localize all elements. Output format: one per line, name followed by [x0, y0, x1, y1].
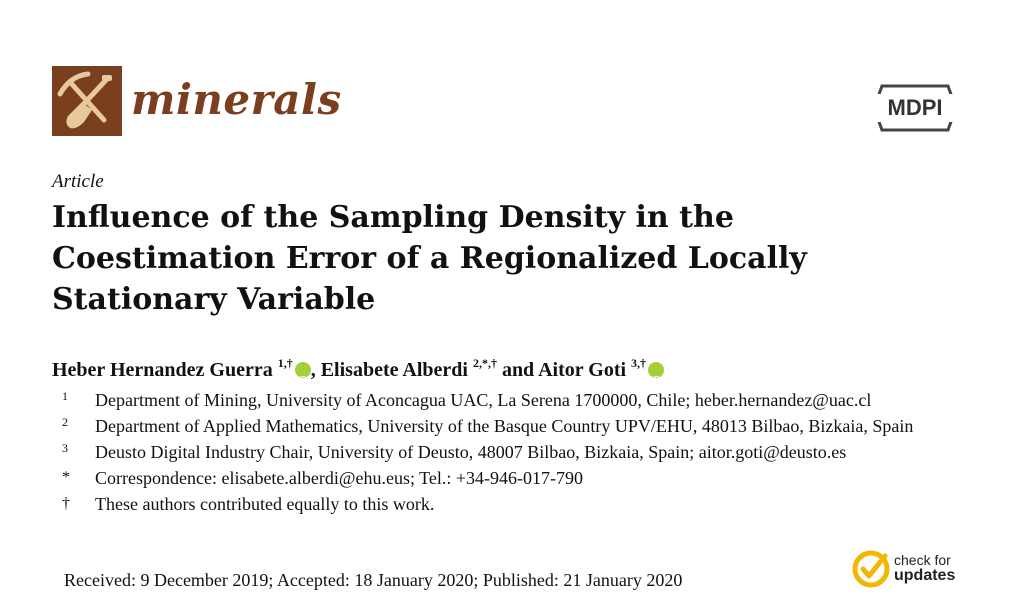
orcid-icon[interactable] — [295, 362, 311, 384]
affiliation-item — [52, 388, 972, 412]
checkmark-badge-icon — [852, 550, 890, 588]
orcid-label: iD — [652, 375, 661, 384]
journal-name: minerals — [131, 75, 342, 124]
article-type: Article — [52, 171, 104, 192]
affiliation-marker: † — [62, 495, 70, 512]
author-affiliation-marker: 1,† — [277, 356, 293, 370]
affiliation-text: Deusto Digital Industry Chair, University of Deusto, 48007 Bilbao, Bizkaia, Spain; aitor.goti@deusto.es — [95, 442, 847, 462]
affiliation-marker: 3 — [62, 441, 68, 455]
affiliation-list — [52, 388, 972, 518]
affiliation-item — [52, 440, 972, 464]
author-name[interactable]: Elisabete Alberdi — [320, 359, 468, 381]
affiliation-text: Department of Mining, University of Aconcagua UAC, La Serena 1700000, Chile; heber.hernandez@uac.cl — [95, 390, 872, 410]
orcid-label: iD — [298, 375, 307, 384]
mdpi-logo — [870, 80, 960, 136]
affiliation-item — [52, 492, 972, 516]
author-affiliation-marker: 2,*,† — [472, 356, 497, 370]
author-list — [52, 348, 952, 385]
check-updates-line1: check for — [894, 552, 951, 568]
author-name[interactable]: Heber Hernandez Guerra — [52, 359, 273, 381]
author-affiliation-marker: 3,† — [631, 356, 647, 370]
author-separator: and — [496, 359, 539, 381]
affiliation-item — [52, 466, 972, 490]
publication-dates: Received: 9 December 2019; Accepted: 18 January 2020; Published: 21 January 2020 — [64, 570, 683, 590]
affiliation-marker: * — [62, 469, 70, 486]
check-updates-line2: updates — [894, 567, 956, 584]
check-for-updates-button[interactable] — [852, 550, 972, 590]
article-title: Influence of the Sampling Density in the Coestimation Error of a Regionalized Locally Stationary Variable — [52, 200, 807, 317]
publisher-name: MDPI — [870, 94, 960, 122]
orcid-icon[interactable] — [648, 362, 664, 384]
affiliation-text: Department of Applied Mathematics, University of the Basque Country UPV/EHU, 48013 Bilbao, Bizkaia, Spain — [95, 416, 914, 436]
crossed-shovel-pickaxe-icon — [52, 66, 122, 136]
affiliation-text: These authors contributed equally to this work. — [95, 494, 435, 514]
author-name[interactable]: Aitor Goti — [538, 359, 627, 381]
affiliation-marker: 2 — [62, 415, 68, 429]
affiliation-item — [52, 414, 972, 438]
affiliation-marker: 1 — [62, 389, 68, 403]
affiliation-text: Correspondence: elisabete.alberdi@ehu.eus; Tel.: +34-946-017-790 — [95, 468, 583, 488]
journal-logo-icon — [52, 66, 122, 136]
author-separator: , — [310, 359, 321, 381]
